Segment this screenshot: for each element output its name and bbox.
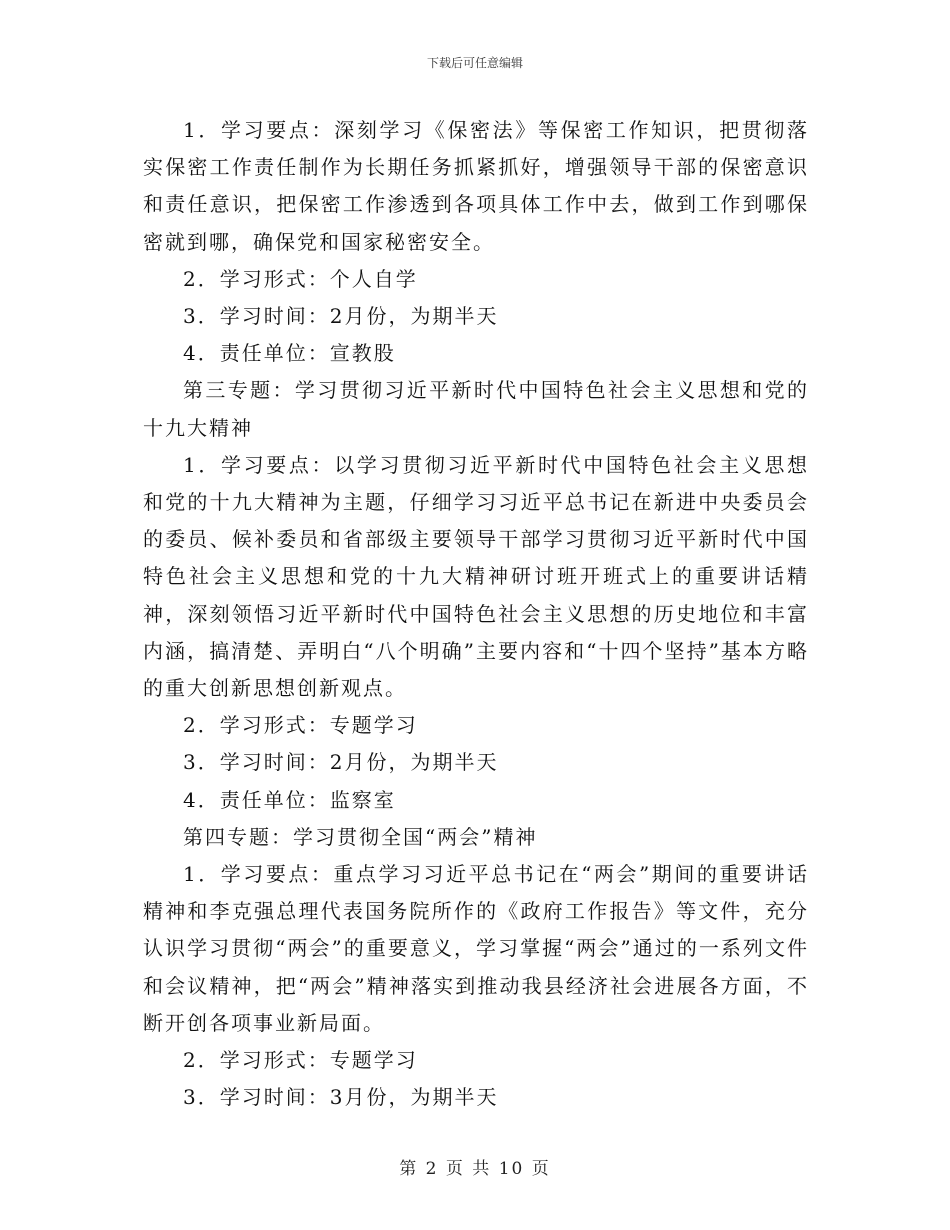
paragraph-8: 4．责任单位：监察室	[183, 787, 396, 812]
paragraph-2: 2．学习形式：个人自学	[183, 266, 418, 291]
paragraph-11: 3．学习时间：3月份，为期半天	[183, 1085, 499, 1110]
paragraph-6: 2．学习形式：专题学习	[183, 713, 418, 738]
section-heading-4: 第四专题：学习贯彻全国“两会”精神	[183, 824, 538, 849]
section-heading-3: 第三专题：学习贯彻习近平新时代中国特色社会主义思想和党的十九大精神	[143, 378, 809, 440]
paragraph-7: 3．学习时间：2月份，为期半天	[183, 750, 499, 775]
paragraph-9: 1．学习要点：重点学习习近平总书记在“两会”期间的重要讲话精神和李克强总理代表国务院所作的《政府工作报告》等文件，充分认识学习贯彻“两会”的重要意义，学习掌握“两会”通过的一系列文件和会议精神，把“两会”精神落实到推动我县经济社会进展各方面，不断开创各项事业新局面。	[143, 862, 809, 1035]
paragraph-10: 2．学习形式：专题学习	[183, 1048, 418, 1073]
document-body	[143, 112, 809, 1116]
paragraph-4: 4．责任单位：宣教股	[183, 341, 396, 366]
paragraph-5: 1．学习要点：以学习贯彻习近平新时代中国特色社会主义思想和党的十九大精神为主题，仔细学习习近平总书记在新进中央委员会的委员、候补委员和省部级主要领导干部学习贯彻习近平新时代中国特色社会主义思想和党的十九大精神研讨班开班式上的重要讲话精神，深刻领悟习近平新时代中国特色社会主义思想的历史地位和丰富内涵，搞清楚、弄明白“八个明确”主要内容和“十四个坚持”基本方略的重大创新思想创新观点。	[143, 452, 809, 701]
paragraph-1: 1．学习要点：深刻学习《保密法》等保密工作知识，把贯彻落实保密工作责任制作为长期任务抓紧抓好，增强领导干部的保密意识和责任意识，把保密工作渗透到各项具体工作中去，做到工作到哪保密就到哪，确保党和国家秘密安全。	[143, 118, 809, 254]
paragraph-3: 3．学习时间：2月份，为期半天	[183, 304, 499, 329]
page-number-footer: 第 2 页 共 10 页	[399, 1159, 551, 1179]
page-header-note: 下载后可任意编辑	[426, 56, 523, 70]
